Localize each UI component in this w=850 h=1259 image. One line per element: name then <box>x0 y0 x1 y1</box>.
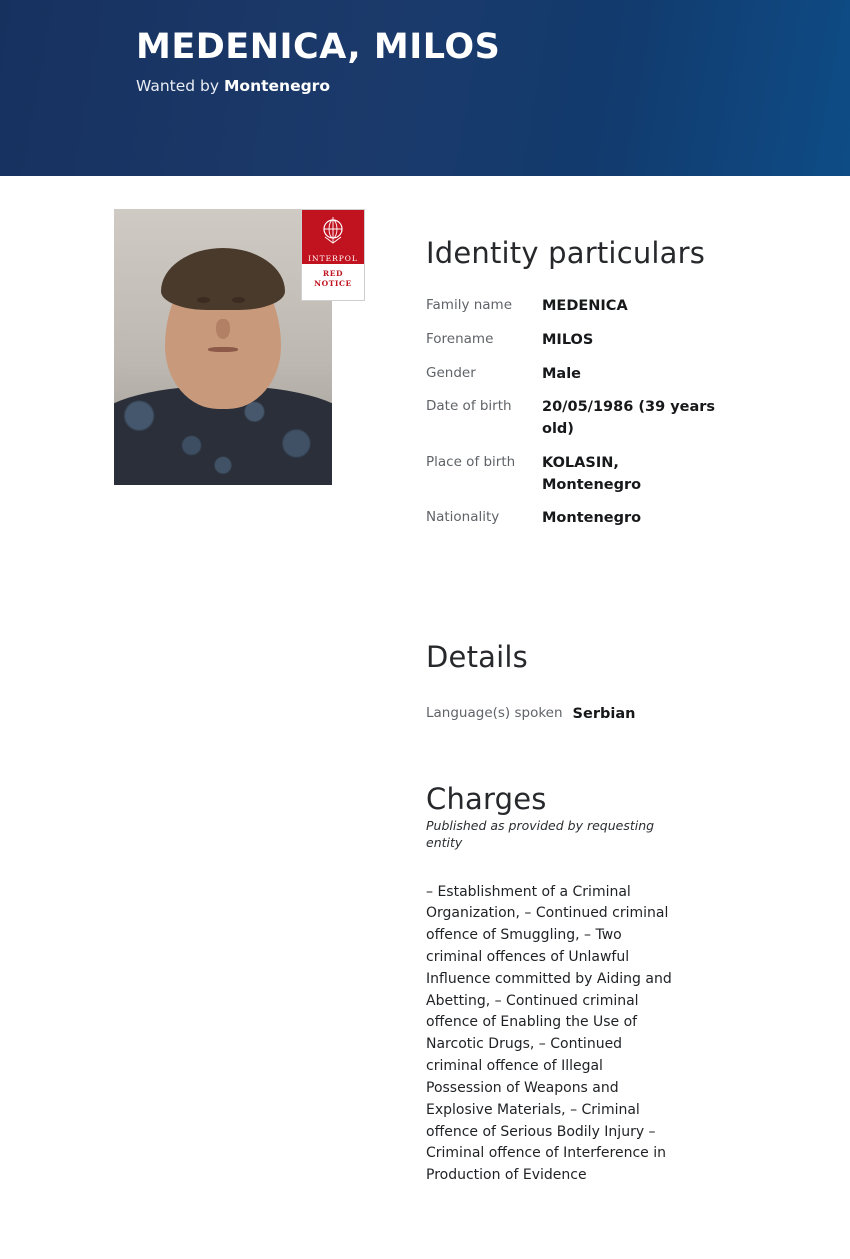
date-of-birth-label: Date of birth <box>426 398 512 415</box>
place-of-birth-label: Place of birth <box>426 453 516 470</box>
stamp-emblem-area <box>302 210 364 264</box>
wanted-by-line <box>136 77 500 95</box>
table-row <box>426 296 726 318</box>
red-notice-stamp <box>301 209 365 301</box>
identity-particulars-list <box>426 296 726 530</box>
portrait-photo-image <box>114 209 332 485</box>
details-heading: Details <box>426 640 528 674</box>
identity-particulars-heading: Identity particulars <box>426 236 706 270</box>
table-row <box>426 704 726 726</box>
charges-source-note: Published as provided by requesting entity <box>426 817 655 850</box>
family-name-value: MEDENICA <box>542 298 628 314</box>
stamp-org-label: INTERPOL <box>308 254 358 263</box>
languages-spoken-value: Serbian <box>572 706 636 722</box>
gender-label: Gender <box>426 364 476 381</box>
table-row <box>426 364 726 386</box>
portrait-photo <box>114 209 332 485</box>
details-list <box>426 704 726 726</box>
wanted-by-country: Montenegro <box>224 76 330 95</box>
stamp-line-red: RED <box>322 269 344 278</box>
photo-nose <box>216 319 230 339</box>
place-of-birth-value: KOLASIN, Montenegro <box>542 454 642 493</box>
date-of-birth-value: 20/05/1986 (39 years old) <box>542 399 716 437</box>
stamp-line-notice: NOTICE <box>314 279 352 289</box>
languages-spoken-label: Language(s) spoken <box>426 705 563 721</box>
photo-mouth <box>208 347 238 352</box>
page-header-banner <box>0 0 850 176</box>
nationality-label: Nationality <box>426 509 500 526</box>
table-row <box>426 330 726 352</box>
interpol-globe-icon <box>320 215 346 245</box>
forename-value: MILOS <box>542 331 594 348</box>
table-row <box>426 453 726 497</box>
charges-heading: Charges <box>426 781 547 816</box>
stamp-type-area <box>302 264 364 301</box>
table-row <box>426 397 726 441</box>
header-text-group <box>136 28 500 95</box>
nationality-value: Montenegro <box>542 510 642 527</box>
table-row <box>426 508 726 530</box>
gender-value: Male <box>542 365 582 382</box>
charges-text: – Establishment of a Criminal Organization, – Continued criminal offence of Smuggling, – Two criminal offences of Unlawful Influence committed by Aiding and Abetting, – Continued criminal offence of Enabling the Use of Narcotic Drugs, – Continued criminal offence of Illegal Possession of Weapons and Explosive Materials, – Criminal offence of Serious Bodily Injury – Criminal offence of Interference in Production of Evidence <box>426 883 672 1184</box>
details-column <box>426 236 726 1187</box>
forename-label: Forename <box>426 330 494 347</box>
family-name-label: Family name <box>426 297 513 313</box>
page-title: MEDENICA, MILOS <box>136 27 501 67</box>
wanted-by-label: Wanted by <box>136 76 220 95</box>
